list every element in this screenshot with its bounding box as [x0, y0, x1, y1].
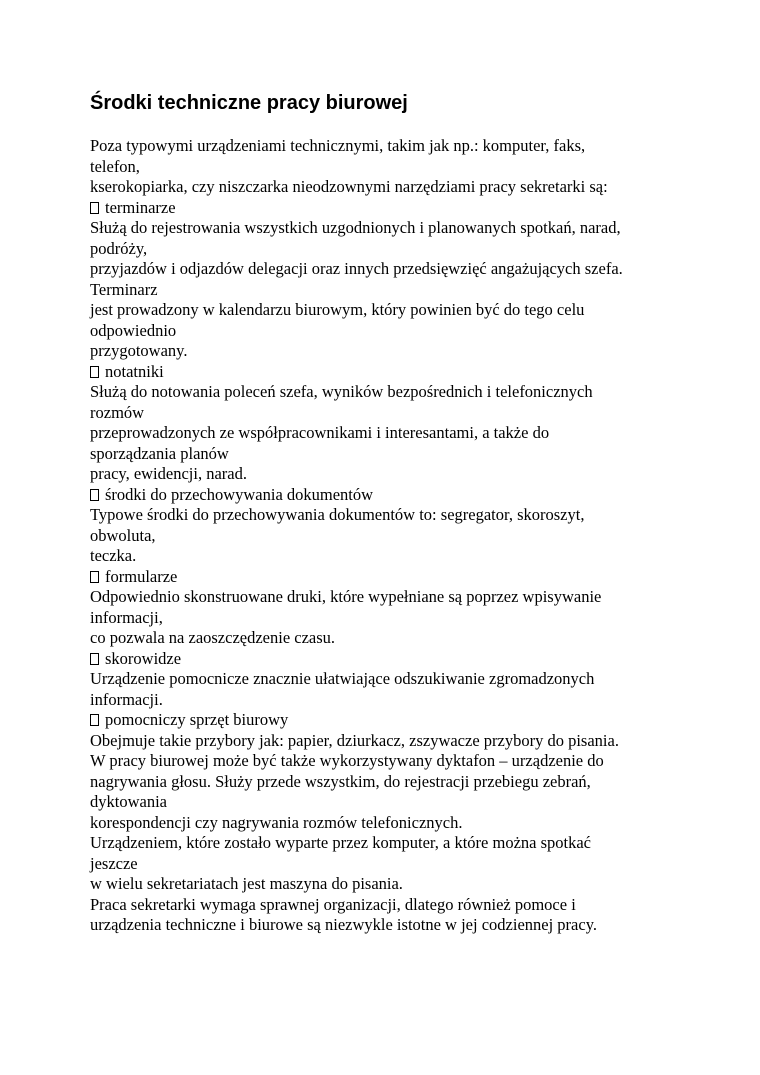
text-line: [90, 280, 690, 301]
line-text: przyjazdów i odjazdów delegacji oraz innych przedsięwzięć angażujących szefa.: [90, 259, 623, 278]
text-line: [90, 177, 690, 198]
text-line: [90, 813, 690, 834]
line-text: jest prowadzony w kalendarzu biurowym, który powinien być do tego celu: [90, 300, 585, 319]
bullet-box-icon: [90, 202, 99, 214]
text-line: [90, 341, 690, 362]
line-text: Obejmuje takie przybory jak: papier, dziurkacz, zszywacze przybory do pisania.: [90, 730, 619, 750]
text-line: [90, 915, 690, 936]
bullet-item: [90, 710, 690, 731]
line-text: kserokopiarka, czy niszczarka nieodzownymi narzędziami pracy sekretarki są:: [90, 177, 608, 196]
line-text: telefon,: [90, 156, 140, 176]
line-text: Urządzenie pomocnicze znacznie ułatwiające odszukiwanie zgromadzonych: [90, 669, 595, 688]
bullet-label: środki do przechowywania dokumentów: [105, 484, 374, 504]
bullet-label: formularze: [105, 566, 178, 586]
bullet-item: [90, 362, 690, 383]
line-text: nagrywania głosu. Służy przede wszystkim, do rejestracji przebiegu zebrań,: [90, 771, 591, 791]
line-text: informacji.: [90, 689, 163, 709]
text-line: [90, 300, 690, 321]
line-text: podróży,: [90, 238, 148, 258]
text-line: [90, 157, 690, 178]
text-line: [90, 731, 690, 752]
line-text: urządzenia techniczne i biurowe są niezwykle istotne w jej codziennej pracy.: [90, 915, 597, 934]
line-text: w wielu sekretariatach jest maszyna do pisania.: [90, 874, 403, 893]
text-line: [90, 239, 690, 260]
text-line: [90, 608, 690, 629]
bullet-item: [90, 649, 690, 670]
line-text: pracy, ewidencji, narad.: [90, 464, 247, 483]
line-text: Typowe środki do przechowywania dokumentów to: segregator, skoroszyt,: [90, 505, 585, 524]
text-line: [90, 136, 690, 157]
text-line: [90, 218, 690, 239]
bullet-item: [90, 567, 690, 588]
line-text: teczka.: [90, 546, 137, 565]
line-text: informacji,: [90, 607, 163, 627]
text-line: [90, 833, 690, 854]
text-line: [90, 321, 690, 342]
text-line: [90, 464, 690, 485]
line-text: rozmów: [90, 402, 145, 422]
text-line: [90, 382, 690, 403]
line-text: korespondencji czy nagrywania rozmów telefonicznych.: [90, 812, 463, 832]
bullet-label: skorowidze: [105, 648, 182, 668]
bullet-item: [90, 485, 690, 506]
text-line: [90, 751, 690, 772]
line-text: co pozwala na zaoszczędzenie czasu.: [90, 628, 336, 647]
text-line: [90, 854, 690, 875]
text-line: [90, 628, 690, 649]
line-text: Praca sekretarki wymaga sprawnej organizacji, dlatego również pomoce i: [90, 894, 576, 914]
line-text: dyktowania: [90, 792, 167, 811]
bullet-label: notatniki: [105, 361, 164, 381]
text-line: [90, 444, 690, 465]
line-text: W pracy biurowej może być także wykorzystywany dyktafon – urządzenie do: [90, 751, 604, 770]
line-text: sporządzania planów: [90, 443, 229, 463]
page-title: Środki techniczne pracy biurowej: [90, 92, 408, 114]
line-text: jeszcze: [90, 853, 138, 873]
text-line: [90, 792, 690, 813]
line-text: Urządzeniem, które zostało wyparte przez komputer, a które można spotkać: [90, 833, 592, 852]
text-line: [90, 423, 690, 444]
line-text: Poza typowymi urządzeniami technicznymi, takim jak np.: komputer, faks,: [90, 136, 586, 155]
bullet-box-icon: [90, 489, 99, 501]
line-text: Terminarz: [90, 279, 158, 299]
bullet-box-icon: [90, 714, 99, 726]
bullet-item: [90, 198, 690, 219]
bullet-box-icon: [90, 571, 99, 583]
text-line: [90, 895, 690, 916]
text-line: [90, 690, 690, 711]
line-text: Odpowiednio skonstruowane druki, które wypełniane są poprzez wpisywanie: [90, 587, 602, 606]
bullet-box-icon: [90, 653, 99, 665]
text-line: [90, 403, 690, 424]
bullet-label: pomocniczy sprzęt biurowy: [105, 710, 289, 729]
line-text: Służą do notowania poleceń szefa, wyników bezpośrednich i telefonicznych: [90, 382, 593, 401]
line-text: odpowiednio: [90, 320, 177, 340]
text-line: [90, 874, 690, 895]
text-line: [90, 259, 690, 280]
document-page: [90, 90, 690, 936]
text-line: [90, 587, 690, 608]
text-line: [90, 526, 690, 547]
text-line: [90, 669, 690, 690]
bullet-box-icon: [90, 366, 99, 378]
text-line: [90, 546, 690, 567]
line-text: obwoluta,: [90, 525, 156, 545]
text-line: [90, 505, 690, 526]
line-text: przygotowany.: [90, 341, 188, 360]
text-line: [90, 772, 690, 793]
document-body: [90, 136, 690, 936]
line-text: przeprowadzonych ze współpracownikami i interesantami, a także do: [90, 423, 550, 442]
line-text: Służą do rejestrowania wszystkich uzgodnionych i planowanych spotkań, narad,: [90, 218, 621, 237]
bullet-label: terminarze: [105, 197, 176, 217]
